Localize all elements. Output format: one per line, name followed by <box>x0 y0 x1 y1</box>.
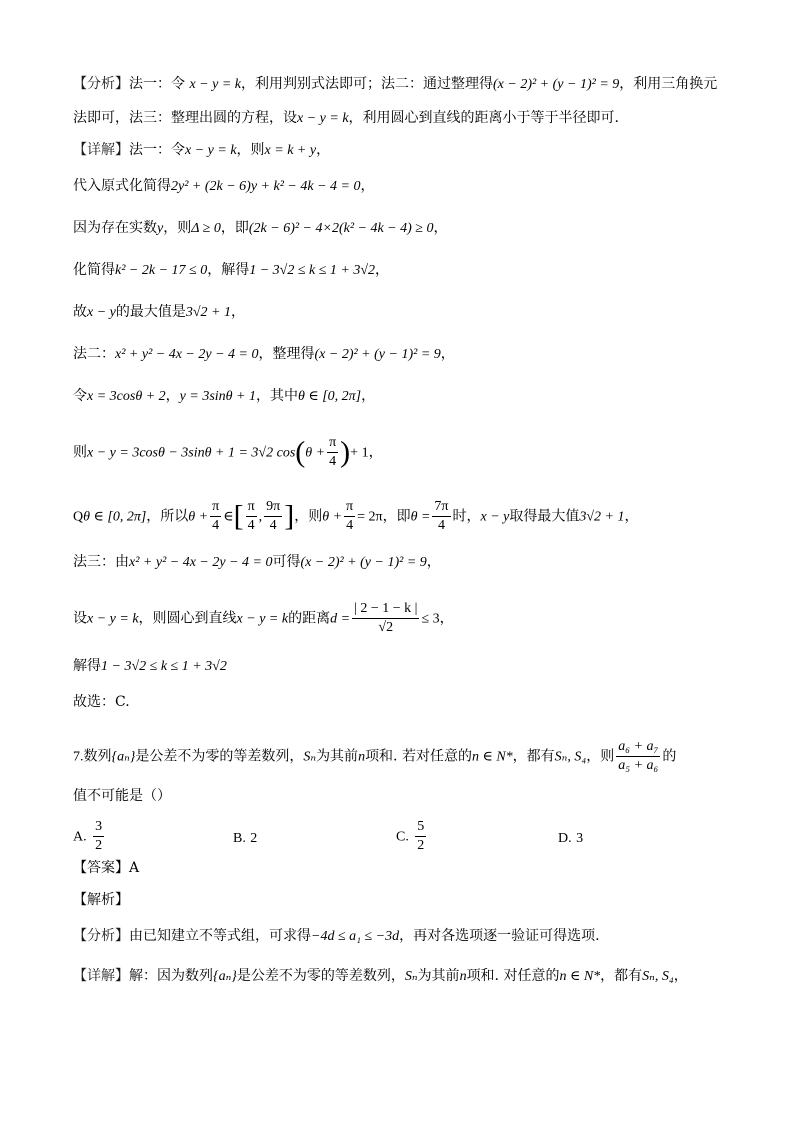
text: ，利用三角换元 <box>619 76 718 92</box>
text: ，所以 <box>146 508 189 525</box>
math-expr: 3√2 + 1 <box>579 509 625 525</box>
numerator: π <box>210 498 221 517</box>
math-expr: θ ∈ [0, 2π] <box>83 509 147 525</box>
math-expr: 1 − 3√2 ≤ k ≤ 1 + 3√2 <box>249 263 376 278</box>
math-expr: θ + <box>305 445 326 461</box>
text: ， <box>439 610 454 627</box>
text: ， <box>426 554 441 570</box>
text: 故 <box>73 304 87 320</box>
answer: 【答案】A <box>73 860 140 876</box>
text: ，其中 <box>255 388 298 404</box>
text: ， <box>673 968 688 984</box>
math-expr: 1 − 3√2 ≤ k ≤ 1 + 3√2 <box>101 659 227 674</box>
paren: ( <box>295 435 306 469</box>
text: 法二： <box>73 346 115 362</box>
text: 数列 <box>83 748 112 765</box>
detail-line-6 <box>73 344 455 365</box>
detail-line-11 <box>73 600 454 637</box>
detail-line-1 <box>73 140 330 161</box>
answer-line <box>73 858 139 878</box>
math-expr: {aₙ} <box>111 749 136 765</box>
text: ，即 <box>382 508 411 525</box>
math-expr: + 1 <box>350 445 369 461</box>
text: 是公差不为零的等差数列， <box>135 748 304 765</box>
numerator: 7π <box>432 498 450 517</box>
option-label: A. <box>73 829 87 845</box>
math-expr: (x − 2)² + (y − 1)² = 9 <box>493 77 620 92</box>
analysis-label: 【分析】 <box>73 928 129 944</box>
text: 法一：令 <box>129 142 185 158</box>
text: 法一：令 <box>129 76 185 92</box>
text: ， <box>231 304 246 320</box>
text: 取得最大值 <box>509 508 580 525</box>
question-7-line-1 <box>73 738 676 775</box>
text: ，解得 <box>207 262 250 278</box>
math-expr: x − y = k <box>189 77 241 92</box>
text: 由已知建立不等式组，可求得 <box>129 928 311 944</box>
text: ，都有 <box>512 748 555 765</box>
math-expr: Sₙ <box>303 749 317 765</box>
q7-detail-line <box>73 966 688 987</box>
option-a <box>73 818 106 855</box>
math-expr: x = 3cosθ + 2 <box>87 389 166 404</box>
math-expr: −4d ≤ a₁ ≤ −3d <box>311 929 400 944</box>
detail-label: 【详解】 <box>73 968 129 984</box>
denominator: √2 <box>378 620 394 635</box>
text: ， <box>360 178 375 194</box>
math-expr: x − y = k <box>185 143 237 158</box>
denominator: 4 <box>329 454 337 469</box>
math-expr: x − y <box>480 509 510 525</box>
math-expr: = 2π <box>357 509 383 525</box>
math-expr: ≤ 3 <box>421 611 440 627</box>
detail-label: 【详解】 <box>73 142 129 158</box>
math-expr: x − y = k <box>297 111 349 126</box>
text: 是公差不为零的等差数列， <box>236 968 405 984</box>
text: ，利用圆心到直线的距离小于等于半径即可. <box>348 110 619 126</box>
jiexi-label: 【解析】 <box>73 892 129 908</box>
numerator: π <box>344 498 355 517</box>
fraction <box>432 498 450 535</box>
text: 则 <box>73 444 87 461</box>
therefore-symbol: Q <box>73 509 84 525</box>
math-expr: n ∈ N* <box>471 749 513 765</box>
text: ，即 <box>220 220 249 236</box>
math-expr: Sₙ <box>404 969 418 984</box>
math-expr: n ∈ N* <box>559 969 601 984</box>
text: 可得 <box>272 554 301 570</box>
math-expr: x = k + y <box>264 143 317 158</box>
text: 项和. 对任意的 <box>466 968 560 984</box>
option-d <box>558 828 583 849</box>
fraction <box>415 818 426 855</box>
text: 因为存在实数 <box>73 220 157 236</box>
denominator: 4 <box>247 518 255 533</box>
option-label: B. <box>233 831 246 846</box>
text: 代入原式化简得 <box>73 178 171 194</box>
denominator: 4 <box>212 518 220 533</box>
conclusion: 故选：C. <box>73 694 130 710</box>
math-expr: {aₙ} <box>213 969 237 984</box>
math-expr: x − y = 3cosθ − 3sinθ + 1 = 3√2 cos <box>87 445 296 461</box>
text: ， <box>624 508 639 525</box>
text: 项和. 若对任意的 <box>365 748 472 765</box>
math-symbol: ∈ <box>223 509 234 525</box>
text: 设 <box>73 610 87 627</box>
fraction <box>264 498 282 535</box>
denominator: 4 <box>437 518 445 533</box>
text: 的最大值是 <box>115 304 186 320</box>
math-expr: k² − 2k − 17 ≤ 0 <box>115 263 208 278</box>
analysis-label: 【分析】 <box>73 76 129 92</box>
math-expr: Δ ≥ 0 <box>191 221 221 236</box>
detail-line-12 <box>73 656 227 677</box>
text: ，则 <box>163 220 192 236</box>
text: 的距离 <box>288 610 331 627</box>
text: ，则圆心到直线 <box>138 610 237 627</box>
detail-line-3 <box>73 218 447 239</box>
option-value: 3 <box>576 831 584 846</box>
option-label: C. <box>396 829 409 845</box>
text: ， <box>433 220 448 236</box>
text: 解得 <box>73 658 101 674</box>
math-expr: 3√2 + 1 <box>185 305 232 320</box>
detail-line-7 <box>73 386 375 407</box>
numerator: | 2 − 1 − k | <box>352 600 419 619</box>
fraction <box>93 818 104 855</box>
numerator: a₆ + a₇ <box>616 738 660 757</box>
fraction <box>246 498 257 535</box>
fraction <box>344 498 355 535</box>
text: ， <box>361 388 376 404</box>
detail-line-4 <box>73 260 389 281</box>
text: ， <box>316 142 331 158</box>
text: ， <box>440 346 455 362</box>
numerator: π <box>246 498 257 517</box>
text: 为其前 <box>316 748 359 765</box>
detail-line-9 <box>73 498 639 535</box>
text: 为其前 <box>417 968 460 984</box>
detail-line-5 <box>73 302 245 323</box>
math-var: y <box>157 221 164 236</box>
denominator: 2 <box>95 838 103 853</box>
text: ，再对各选项逐一验证可得选项. <box>399 928 600 944</box>
math-expr: x − y = k <box>87 611 139 627</box>
text: 的 <box>662 748 677 765</box>
numerator: 3 <box>93 818 104 837</box>
options-row <box>73 818 723 858</box>
option-b <box>233 828 257 849</box>
option-c <box>396 818 428 855</box>
text: ， <box>375 262 390 278</box>
denominator: 4 <box>269 518 277 533</box>
numerator: π <box>327 434 338 453</box>
numerator: 5 <box>415 818 426 837</box>
math-expr: Sₙ, S₄ <box>554 749 587 765</box>
fraction <box>352 600 419 637</box>
question-7-line-2 <box>73 786 171 806</box>
math-expr: x² + y² − 4x − 2y − 4 = 0 <box>129 555 273 570</box>
math-expr: θ + <box>322 509 343 525</box>
math-var: n <box>459 969 467 984</box>
paren: ) <box>340 435 351 469</box>
math-expr: (x − 2)² + (y − 1)² = 9 <box>300 555 427 570</box>
jiexi-line <box>73 890 129 910</box>
math-expr: θ ∈ [0, 2π] <box>297 389 362 404</box>
detail-line-8 <box>73 434 383 471</box>
text: 时， <box>452 508 481 525</box>
fraction <box>616 738 660 775</box>
math-expr: 2y² + (2k − 6)y + k² − 4k − 4 = 0 <box>171 179 361 194</box>
math-expr: θ + <box>188 509 209 525</box>
text: ， <box>165 388 180 404</box>
fraction <box>210 498 221 535</box>
text: ，则 <box>586 748 615 765</box>
text: ，都有 <box>600 968 643 984</box>
text: 法三：由 <box>73 554 129 570</box>
math-expr: y = 3sinθ + 1 <box>179 389 256 404</box>
q7-analysis-line <box>73 926 600 947</box>
math-symbol: , <box>258 509 263 525</box>
math-expr: x² + y² − 4x − 2y − 4 = 0 <box>115 347 259 362</box>
denominator: a₅ + a₆ <box>618 758 659 773</box>
math-expr: θ = <box>410 509 431 525</box>
text: 值不可能是（） <box>73 788 171 804</box>
detail-line-10 <box>73 552 441 573</box>
option-value: 2 <box>250 831 258 846</box>
text: ，利用判别式法即可；法二：通过整理得 <box>241 76 493 92</box>
text: 化简得 <box>73 262 115 278</box>
option-label: D. <box>558 831 572 846</box>
text: ，则 <box>236 142 265 158</box>
question-number: 7. <box>73 749 84 765</box>
text: 法即可，法三：整理出圆的方程，设 <box>73 110 297 126</box>
math-expr: Sₙ, S₄ <box>642 969 674 984</box>
math-var: n <box>358 749 366 765</box>
analysis-line-1 <box>73 74 717 95</box>
text: ，整理得 <box>258 346 315 362</box>
math-expr: d = <box>330 611 351 627</box>
analysis-line-2 <box>73 108 619 129</box>
text: 解：因为数列 <box>129 968 213 984</box>
detail-line-2 <box>73 176 374 197</box>
bracket: ] <box>284 499 295 533</box>
text: 令 <box>73 388 87 404</box>
bracket: [ <box>233 499 244 533</box>
detail-line-13 <box>73 692 130 712</box>
denominator: 2 <box>417 838 425 853</box>
math-expr: (2k − 6)² − 4×2(k² − 4k − 4) ≥ 0 <box>248 221 434 236</box>
math-expr: x − y = k <box>236 611 289 627</box>
math-expr: x − y <box>87 305 116 320</box>
text: ， <box>368 444 383 461</box>
math-expr: (x − 2)² + (y − 1)² = 9 <box>314 347 441 362</box>
fraction <box>327 434 338 471</box>
denominator: 4 <box>346 518 354 533</box>
text: ，则 <box>294 508 323 525</box>
numerator: 9π <box>264 498 282 517</box>
